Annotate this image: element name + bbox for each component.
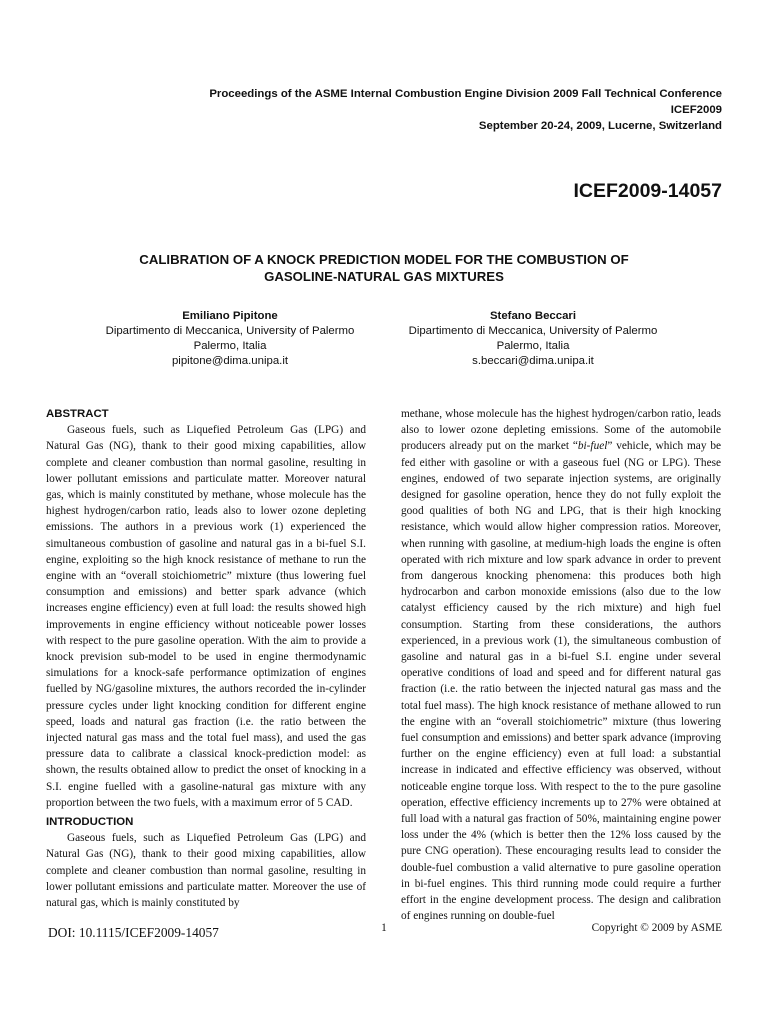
abstract-text: Gaseous fuels, such as Liquefied Petroleum Gas (LPG) and Natural Gas (NG), thank to their good mixing capabilities, allow complete and cleaner combustion than normal gasoline, resulting in lower pollutant emissions and particulate matter. Moreover natural gas, which is mainly constituted by methane, whose molecule has the highest hydrogen/carbon ratio, leads also to lower ozone depleting emissions. The authors in a previous work (1) experienced the simultaneous combustion of gasoline and natural gas in a bi-fuel S.I. engine, exploiting so the high knock resistance of methane to run the engine with an “overall stoichiometric” mixture (thus lowering fuel consumption and emissions) and better spark advance (which increases engine efficiency) even at full load: the results showed high improvements in engine efficiency without noticeable power losses with respect to the pure gasoline operation. With the aim to provide a knock prevision sub-model to be used in engine thermodynamic simulations for a knock-safe performance optimization of engines fuelled by NG/gasoline mixtures, the authors recorded the in-cylinder pressure cycles under light knocking condition for different engine speed, loads and natural gas fraction (i.e. the ratio between the injected natural gas mass and the total fuel mass), and used the gas pressure data to calibrate a classical knock-prediction model: as shown, the results obtained allow to predict the onset of knocking in a S.I. engine fuelled with a gasoline-natural gas mixture with any proportion between the two fuels, with a maximum error of 5 CAD. xyxy=(46,424,366,809)
author-block xyxy=(80,309,380,369)
introduction-heading: INTRODUCTION xyxy=(46,816,134,829)
paper-title-line: CALIBRATION OF A KNOCK PREDICTION MODEL FOR THE COMBUSTION OF xyxy=(139,252,629,267)
abstract-heading: ABSTRACT xyxy=(46,408,109,420)
copyright: Copyright © 2009 by ASME xyxy=(591,922,722,934)
paper-id: ICEF2009-14057 xyxy=(573,180,722,202)
paper-title xyxy=(60,251,708,285)
author-name: Stefano Beccari xyxy=(489,310,577,322)
text-run: ” vehicle, which may be fed either with gasoline or with a gaseous fuel (NG or LPG). These engines, endowed of two separate injection systems, are originally designed for gasoline operation, hence they do not fully exploit the good qualities of both NG and LPG, that is their high knocking resistance, which would allow higher compression ratios. Moreover, when running with gasoline, at medium-high loads the engine is often operated with rich mixture and low spark advance in order to prevent from dangerous knocking phenomena: this produces both high hydrocarbon and carbon monoxide emissions (also due to the low catalyst efficiency caused by the rich mixture) and high fuel consumption. Starting from these considerations, the authors experienced, in a previous work (1), the simultaneous combustion of gasoline and natural gas in a bi-fuel S.I. engine under several operative conditions of load and speed and for different natural gas fraction (i.e. the ratio between the injected natural gas mass and the total fuel mass). The high knock resistance of methane allowed to run the engine with an “overall stoichiometric” mixture (thus lowering fuel consumption and emissions) and better spark advance (improving further on the engine efficiency) even at full load: a substantial increase in indicated and effective efficiency was observed, without noticeable engine torque loss. With respect to the to the pure gasoline operation, effective efficiency increments up to 27% were obtained at full load with a natural gas fraction of 50%, maintaining engine power loss under the 4% (which is better then the 12% loss caused by the pure CNG operation). These encouraging results lead to consider the double-fuel combustion a valid alternative to pure gasoline operation in bi-fuel engines. This third running mode could require a further effort in the engine development process. The design and calibration of engines running on double-fuel xyxy=(401,440,721,923)
author-affiliation: Dipartimento di Meccanica, University of Palermo xyxy=(105,325,355,337)
author-email: s.beccari@dima.unipa.it xyxy=(472,355,594,367)
conference-header xyxy=(82,86,722,134)
text-run: methane, whose molecule has the highest hydrogen/carbon ratio, leads also to lower ozone depleting emissions. Some of the automobile producers already put on the market “ xyxy=(401,408,721,453)
conference-date-location: September 20-24, 2009, Lucerne, Switzerland xyxy=(478,120,722,132)
author-email: pipitone@dima.unipa.it xyxy=(171,355,289,367)
author-name: Emiliano Pipitone xyxy=(182,310,278,322)
author-location: Palermo, Italia xyxy=(496,340,570,352)
paper-title-line: GASOLINE-NATURAL GAS MIXTURES xyxy=(264,269,504,284)
author-block xyxy=(383,309,683,369)
author-affiliation: Dipartimento di Meccanica, University of Palermo xyxy=(408,325,658,337)
doi: DOI: 10.1115/ICEF2009-14057 xyxy=(48,925,219,940)
author-location: Palermo, Italia xyxy=(193,340,267,352)
conference-name: Proceedings of the ASME Internal Combustion Engine Division 2009 Fall Technical Conference xyxy=(209,88,722,100)
conference-code: ICEF2009 xyxy=(670,104,722,116)
italic-term: bi-fuel xyxy=(577,440,608,453)
left-column xyxy=(46,406,366,910)
page-number: 1 xyxy=(381,922,387,934)
introduction-text-continued xyxy=(401,406,721,925)
right-column xyxy=(401,406,721,923)
introduction-text: Gaseous fuels, such as Liquefied Petroleum Gas (LPG) and Natural Gas (NG), thank to their good mixing capabilities, allow complete and cleaner combustion than normal gasoline, resulting in lower pollutant emissions and particulate matter. Moreover the use of natural gas, which is mainly constituted by xyxy=(46,832,366,910)
